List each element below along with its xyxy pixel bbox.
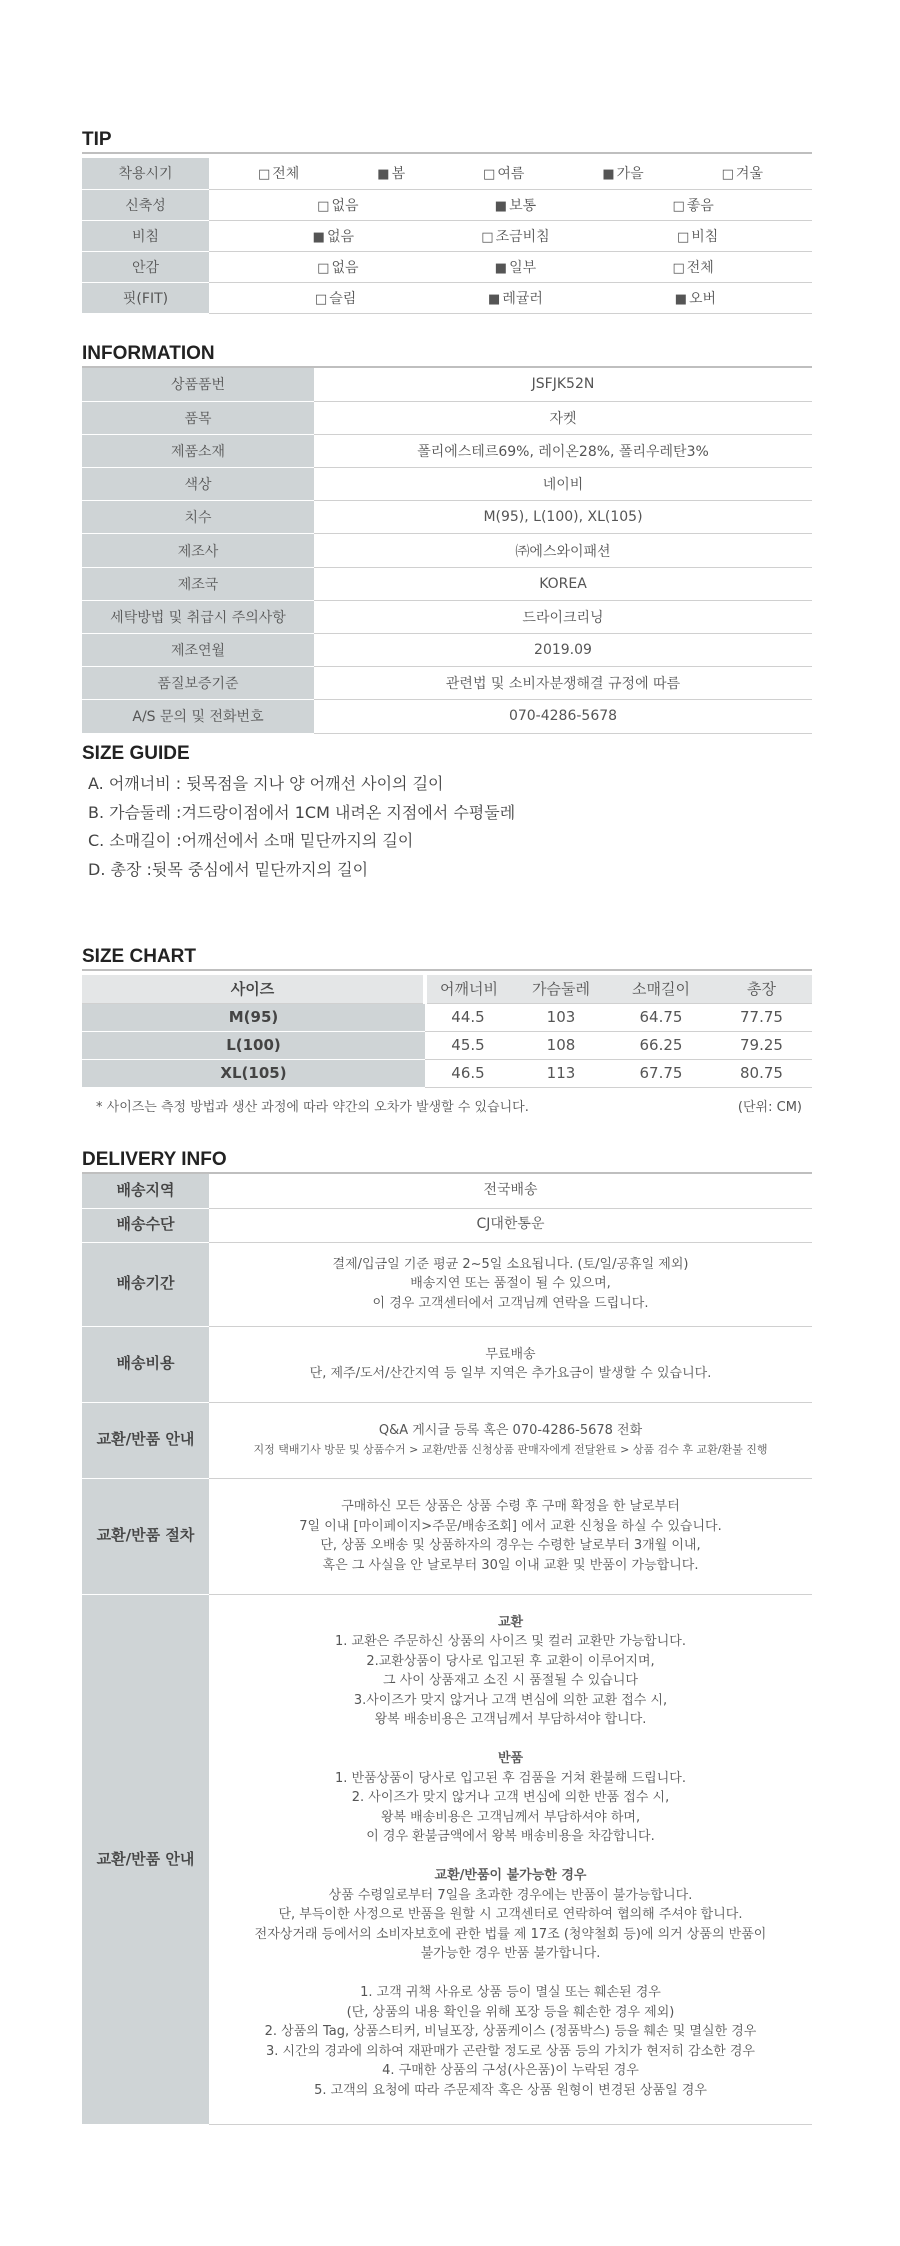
delivery-text-line: 7일 이내 [마이페이지>주문/배송조회] 에서 교환 신청을 하실 수 있습니다. (299, 1518, 722, 1534)
tip-row-lining (82, 251, 812, 282)
info-value: 2019.09 (314, 634, 812, 667)
checkbox-filled-icon: ■ (377, 167, 390, 183)
tip-label-fit: 핏(FIT) (82, 282, 209, 313)
checkbox-empty-icon: □ (314, 291, 328, 307)
size-chart-note-row (82, 1096, 812, 1115)
info-value: 070-4286-5678 (314, 700, 812, 733)
info-value: M(95), L(100), XL(105) (314, 501, 812, 534)
size-chart-row (82, 1059, 812, 1087)
delivery-row-method (82, 1208, 812, 1242)
info-row (82, 700, 812, 733)
information-section (82, 342, 812, 734)
tip-section (82, 128, 812, 314)
delivery-value (209, 1402, 812, 1478)
tip-label-season: 착용시기 (82, 158, 209, 189)
info-value: KOREA (314, 567, 812, 600)
tip-options-sheer (209, 220, 812, 251)
checkbox-empty-icon: □ (676, 229, 690, 245)
info-value: 자켓 (314, 401, 812, 434)
checkbox-empty-icon: □ (317, 198, 330, 214)
tip-row-fit (82, 282, 812, 313)
tip-option: ■ 봄 (377, 166, 406, 183)
delivery-label: 배송수단 (82, 1208, 209, 1242)
tip-option: □ 겨울 (721, 166, 763, 183)
policy-line: 불가능한 경우 반품 불가합니다. (420, 1946, 601, 1961)
tip-option: ■ 일부 (494, 259, 537, 276)
tip-option: □ 전체 (257, 166, 300, 183)
delivery-value: CJ대한통운 (209, 1208, 812, 1242)
delivery-title: DELIVERY INFO (82, 1149, 227, 1170)
size-value: 67.75 (611, 1059, 711, 1087)
delivery-label: 교환/반품 안내 (82, 1594, 209, 2125)
size-value: 66.25 (611, 1031, 711, 1059)
size-chart-table (82, 975, 812, 1088)
policy-line: 2. 사이즈가 맞지 않거나 고객 변심에 의한 반품 접수 시, (351, 1790, 670, 1805)
size-value: 64.75 (611, 1003, 711, 1031)
tip-option: □ 비침 (676, 228, 719, 245)
info-row (82, 667, 812, 700)
tip-row-sheer (82, 220, 812, 251)
policy-line: 전자상거래 등에서의 소비자보호에 관한 법률 제 17조 (청약철회 등)에 의거 상품의 반품이 (254, 1926, 767, 1942)
tip-row-stretch (82, 189, 812, 220)
size-guide-section (82, 742, 812, 884)
size-value: 77.75 (711, 1003, 812, 1031)
size-chart-header-row (82, 975, 812, 1003)
checkbox-filled-icon: ■ (488, 291, 501, 307)
tip-options-season (209, 158, 812, 189)
checkbox-empty-icon: □ (672, 260, 685, 276)
info-row (82, 368, 812, 401)
delivery-label: 배송지역 (82, 1174, 209, 1208)
size-chart-title: SIZE CHART (82, 946, 196, 967)
tip-label-lining: 안감 (82, 251, 209, 282)
size-chart-header: 총장 (711, 975, 812, 1003)
tip-option: ■ 없음 (312, 228, 354, 245)
policy-spacer (217, 1964, 804, 1984)
delivery-row-policy (82, 1594, 812, 2125)
info-label: A/S 문의 및 전화번호 (82, 700, 314, 733)
tip-option: □ 없음 (317, 259, 359, 276)
information-table (82, 368, 812, 734)
checkbox-empty-icon: □ (721, 167, 734, 183)
policy-line: 1. 교환은 주문하신 상품의 사이즈 및 컬러 교환만 가능합니다. (335, 1634, 686, 1649)
delivery-text-line: Q&A 게시글 등록 혹은 070-4286-5678 전화 (378, 1422, 643, 1438)
size-guide-line: D. 총장 :뒷목 중심에서 밑단까지의 길이 (88, 859, 369, 879)
checkbox-filled-icon: ■ (494, 198, 508, 214)
delivery-text-line: 무료배송 (485, 1346, 536, 1362)
delivery-text-line: 구매하신 모든 상품은 상품 수령 후 구매 확정을 한 날로부터 (341, 1499, 680, 1514)
delivery-text-line: 혹은 그 사실을 안 날로부터 30일 이내 교환 및 반품이 가능합니다. (322, 1557, 699, 1573)
info-value: 드라이크리닝 (314, 600, 812, 633)
size-value: 45.5 (425, 1031, 511, 1059)
size-value: 108 (511, 1031, 611, 1059)
policy-line: 1. 고객 귀책 사유로 상품 등이 멸실 또는 훼손된 경우 (360, 1985, 661, 2000)
size-value: 79.25 (711, 1031, 812, 1059)
tip-option: □ 조금비침 (481, 228, 550, 245)
size-chart-header: 가슴둘레 (511, 975, 611, 1003)
policy-line: 5. 고객의 요청에 따라 주문제작 혹은 상품 원형이 변경된 상품일 경우 (314, 2082, 707, 2098)
delivery-text-line: 결제/입금일 기준 평균 2~5일 소요됩니다. (토/일/공휴일 제외) (332, 1256, 689, 1272)
info-row (82, 600, 812, 633)
delivery-row-area (82, 1174, 812, 1208)
tip-options-fit (209, 282, 812, 313)
delivery-text-line: 단, 상품 오배송 및 상품하자의 경우는 수령한 날로부터 3개월 이내, (320, 1538, 701, 1553)
info-label: 색상 (82, 468, 314, 501)
size-label: M(95) (82, 1003, 425, 1031)
delivery-text-line: 단, 제주/도서/산간지역 등 일부 지역은 추가요금이 발생할 수 있습니다. (309, 1366, 712, 1381)
tip-option: □ 좋음 (672, 197, 714, 214)
delivery-row-exchange-process (82, 1478, 812, 1594)
tip-label-sheer: 비침 (82, 220, 209, 251)
policy-heading: 반품 (497, 1751, 524, 1766)
size-value: 103 (511, 1003, 611, 1031)
tip-divider (82, 152, 812, 154)
policy-line: 그 사이 상품재고 소진 시 품절될 수 있습니다 (383, 1673, 638, 1688)
tip-option: ■ 오버 (674, 290, 717, 307)
tip-label-stretch: 신축성 (82, 189, 209, 220)
policy-spacer (217, 1847, 804, 1867)
size-guide-line: C. 소매길이 :어깨선에서 소매 밑단까지의 길이 (88, 831, 414, 850)
info-value: 폴리에스테르69%, 레이온28%, 폴리우레탄3% (314, 434, 812, 467)
tip-options-lining (209, 251, 812, 282)
delivery-policy-value (209, 1594, 812, 2125)
info-label: 세탁방법 및 취급시 주의사항 (82, 600, 314, 633)
policy-line: 상품 수령일로부터 7일을 초과한 경우에는 반품이 불가능합니다. (328, 1887, 693, 1903)
policy-heading: 교환 (497, 1614, 524, 1630)
size-chart-section (82, 945, 812, 1115)
delivery-section (82, 1148, 812, 2125)
size-chart-divider (82, 969, 812, 971)
checkbox-filled-icon: ■ (674, 291, 688, 307)
checkbox-empty-icon: □ (317, 260, 330, 276)
info-label: 제조연월 (82, 634, 314, 667)
checkbox-filled-icon: ■ (602, 167, 615, 183)
delivery-text-line: 지정 택배기사 방문 및 상품수거 > 교환/반품 신청상품 판매자에게 전달완료 > 상품 검수 후 교환/환불 진행 (253, 1443, 768, 1456)
delivery-row-period (82, 1242, 812, 1326)
delivery-label: 배송비용 (82, 1326, 209, 1402)
delivery-value (209, 1326, 812, 1402)
info-value: 네이비 (314, 468, 812, 501)
size-guide-line: B. 가슴둘레 :겨드랑이점에서 1CM 내려온 지점에서 수평둘레 (88, 802, 516, 822)
info-value: 관련법 및 소비자분쟁해결 규정에 따름 (314, 667, 812, 700)
policy-line: 단, 부득이한 사정으로 반품을 원할 시 고객센터로 연락하여 협의해 주셔야 합니다. (278, 1907, 743, 1922)
delivery-row-exchange-guide (82, 1402, 812, 1478)
info-label: 제품소재 (82, 434, 314, 467)
delivery-value (209, 1242, 812, 1326)
delivery-label: 교환/반품 절차 (82, 1478, 209, 1594)
policy-spacer (217, 1730, 804, 1750)
delivery-value: 전국배송 (209, 1174, 812, 1208)
delivery-row-cost (82, 1326, 812, 1402)
size-chart-row (82, 1003, 812, 1031)
tip-title: TIP (82, 129, 112, 150)
tip-option: □ 슬림 (314, 290, 357, 307)
size-value: 113 (511, 1059, 611, 1087)
policy-line: 3.사이즈가 맞지 않거나 고객 변심에 의한 교환 접수 시, (353, 1692, 668, 1708)
size-chart-unit: (단위: CM) (737, 1099, 802, 1115)
size-label: L(100) (82, 1031, 425, 1059)
info-value: JSFJK52N (314, 368, 812, 401)
info-row (82, 534, 812, 567)
info-value: ㈜에스와이패션 (314, 534, 812, 567)
policy-line: 2.교환상품이 당사로 입고된 후 교환이 이루어지며, (366, 1653, 655, 1669)
size-chart-header: 사이즈 (82, 975, 425, 1003)
policy-line: 4. 구매한 상품의 구성(사은품)이 누락된 경우 (382, 2063, 639, 2078)
checkbox-empty-icon: □ (481, 229, 494, 245)
size-chart-header: 소매길이 (611, 975, 711, 1003)
policy-line: 2. 상품의 Tag, 상품스티커, 비닐포장, 상품케이스 (정품박스) 등을 훼손 및 멸실한 경우 (264, 2024, 757, 2039)
size-value: 44.5 (425, 1003, 511, 1031)
info-label: 치수 (82, 501, 314, 534)
tip-table (82, 158, 812, 314)
policy-heading: 교환/반품이 불가능한 경우 (434, 1868, 587, 1883)
info-row (82, 634, 812, 667)
policy-line: 이 경우 환불금액에서 왕복 배송비용을 차감합니다. (366, 1829, 655, 1844)
checkbox-empty-icon: □ (672, 198, 685, 214)
policy-line: 3. 시간의 경과에 의하여 재판매가 곤란할 정도로 상품 등의 가치가 현저히 감소한 경우 (266, 2043, 755, 2059)
delivery-label: 배송기간 (82, 1242, 209, 1326)
size-value: 46.5 (425, 1059, 511, 1087)
info-row (82, 468, 812, 501)
info-row (82, 434, 812, 467)
size-chart-header: 어깨너비 (425, 975, 511, 1003)
info-label: 제조사 (82, 534, 314, 567)
size-chart-note: * 사이즈는 측정 방법과 생산 과정에 따라 약간의 오차가 발생할 수 있습니다. (96, 1099, 529, 1115)
info-row (82, 501, 812, 534)
policy-line: 1. 반품상품이 당사로 입고된 후 검품을 거쳐 환불해 드립니다. (335, 1770, 686, 1786)
tip-option: ■ 가을 (602, 166, 644, 183)
policy-line: 왕복 배송비용은 고객님께서 부담하셔야 합니다. (374, 1712, 647, 1727)
tip-option: □ 없음 (317, 197, 359, 214)
policy-line: (단, 상품의 내용 확인을 위해 포장 등을 훼손한 경우 제외) (346, 2004, 675, 2020)
checkbox-empty-icon: □ (483, 167, 496, 183)
information-title: INFORMATION (82, 343, 215, 364)
info-row (82, 401, 812, 434)
size-value: 80.75 (711, 1059, 812, 1087)
tip-option: □ 전체 (672, 259, 714, 276)
tip-option: ■ 레귤러 (488, 290, 543, 307)
tip-options-stretch (209, 189, 812, 220)
delivery-label: 교환/반품 안내 (82, 1402, 209, 1478)
info-label: 상품품번 (82, 368, 314, 401)
delivery-text-line: 이 경우 고객센터에서 고객님께 연락을 드립니다. (372, 1295, 649, 1311)
tip-row-season (82, 158, 812, 189)
size-chart-row (82, 1031, 812, 1059)
delivery-value (209, 1478, 812, 1594)
policy-line: 왕복 배송비용은 고객님께서 부담하셔야 하며, (380, 1809, 641, 1825)
size-guide-title: SIZE GUIDE (82, 743, 190, 764)
delivery-table (82, 1174, 812, 2125)
tip-option: ■ 보통 (494, 197, 537, 214)
info-label: 품목 (82, 401, 314, 434)
delivery-text-line: 배송지연 또는 품절이 될 수 있으며, (410, 1276, 611, 1292)
info-row (82, 567, 812, 600)
checkbox-empty-icon: □ (257, 167, 271, 183)
checkbox-filled-icon: ■ (494, 260, 508, 276)
size-label: XL(105) (82, 1059, 425, 1087)
info-label: 품질보증기준 (82, 667, 314, 700)
info-label: 제조국 (82, 567, 314, 600)
size-guide-line: A. 어깨너비 : 뒷목점을 지나 양 어깨선 사이의 길이 (88, 774, 444, 793)
tip-option: □ 여름 (483, 166, 525, 183)
checkbox-filled-icon: ■ (312, 229, 325, 245)
